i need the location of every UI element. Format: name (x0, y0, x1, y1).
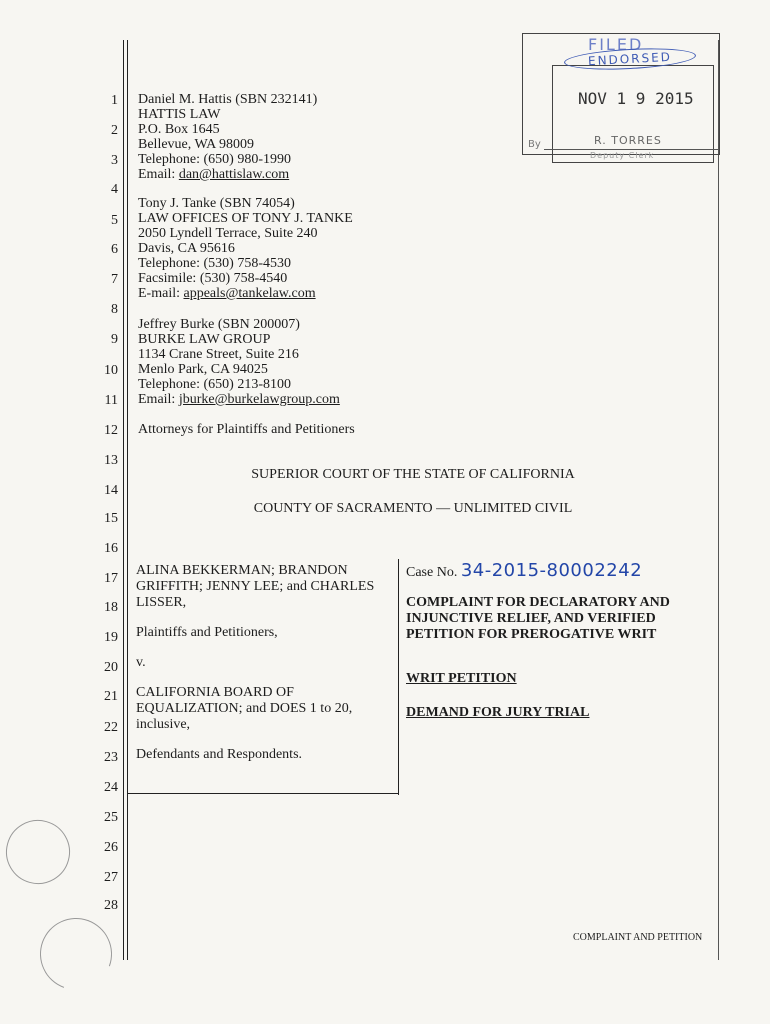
line-number: 3 (111, 153, 118, 168)
court-name: SUPERIOR COURT OF THE STATE OF CALIFORNIA (251, 467, 575, 482)
caption-parties (136, 563, 396, 763)
email-link[interactable]: jburke@burkelawgroup.com (178, 392, 340, 407)
line-number: 23 (104, 750, 118, 765)
left-margin-line-inner (127, 40, 128, 960)
attorney-line: Bellevue, WA 98009 (138, 137, 255, 152)
defendants-names: CALIFORNIA BOARD OF EQUALIZATION; and DOES 1 to 20, inclusive, (136, 685, 353, 732)
line-number: 9 (111, 332, 118, 347)
attorney-line: 1134 Crane Street, Suite 216 (138, 347, 299, 362)
attorneys-for: Attorneys for Plaintiffs and Petitioners (138, 422, 355, 437)
line-number: 11 (104, 393, 118, 408)
caption-divider (398, 559, 399, 795)
line-number: 14 (104, 483, 118, 498)
stamp-date: NOV 1 9 2015 (578, 89, 694, 108)
stamp-endorsed: ENDORSED (564, 46, 697, 73)
line-number: 6 (111, 242, 118, 257)
left-margin-line (123, 40, 124, 960)
footer-title: COMPLAINT AND PETITION (573, 932, 703, 943)
attorney-block-tanke (138, 196, 353, 301)
attorney-line: P.O. Box 1645 (138, 122, 220, 137)
line-number: 5 (111, 213, 118, 228)
line-number: 15 (104, 511, 118, 526)
line-number: 13 (104, 453, 118, 468)
case-number: 34-2015-80002242 (460, 560, 643, 581)
line-number: 28 (104, 898, 118, 913)
line-number: 7 (111, 272, 118, 287)
filed-stamp (522, 33, 720, 183)
case-label: Case No. (406, 565, 458, 580)
line-number: 21 (104, 689, 118, 704)
email-link[interactable]: appeals@tankelaw.com (183, 286, 316, 301)
line-number: 18 (104, 600, 118, 615)
email-link[interactable]: dan@hattislaw.com (178, 167, 290, 182)
line-number: 19 (104, 630, 118, 645)
stamp-filed: FILED (588, 35, 644, 54)
attorney-line: LAW OFFICES OF TONY J. TANKE (138, 211, 353, 226)
line-number: 8 (111, 302, 118, 317)
attorney-block-hattis (138, 92, 317, 182)
received-stamp-seal (28, 906, 124, 1002)
attorney-email-line (138, 167, 317, 182)
case-number-line (406, 560, 706, 581)
court-county: COUNTY OF SACRAMENTO — UNLIMITED CIVIL (253, 501, 573, 516)
stamp-deputy: Deputy Clerk (590, 151, 655, 160)
attorney-line: Daniel M. Hattis (SBN 232141) (138, 92, 318, 107)
attorney-line: BURKE LAW GROUP (138, 332, 271, 347)
email-prefix: Email: (138, 167, 179, 182)
caption-case-info (406, 560, 706, 721)
line-number: 27 (104, 870, 118, 885)
plaintiffs-role: Plaintiffs and Petitioners, (136, 625, 278, 640)
stamp-clerk: R. TORRES (594, 134, 662, 147)
line-number: 26 (104, 840, 118, 855)
attorney-line: Telephone: (530) 758-4530 (138, 256, 291, 271)
line-number: 10 (104, 363, 118, 378)
line-number: 1 (111, 93, 118, 108)
writ-petition-heading: WRIT PETITION (406, 671, 517, 686)
attorney-line: Telephone: (650) 980-1990 (138, 152, 291, 167)
attorney-line: Telephone: (650) 213-8100 (138, 377, 291, 392)
attorney-line: 2050 Lyndell Terrace, Suite 240 (138, 226, 318, 241)
line-number: 16 (104, 541, 118, 556)
line-number: 2 (111, 123, 118, 138)
attorney-email-line (138, 286, 353, 301)
attorney-line: Davis, CA 95616 (138, 241, 235, 256)
line-number: 17 (104, 571, 118, 586)
attorney-line: Jeffrey Burke (SBN 200007) (138, 317, 300, 332)
defendants-role: Defendants and Respondents. (136, 747, 303, 762)
attorney-line: Menlo Park, CA 94025 (138, 362, 268, 377)
document-title: COMPLAINT FOR DECLARATORY AND INJUNCTIVE RELIEF, AND VERIFIED PETITION FOR PREROGATIVE WRIT (406, 595, 670, 642)
line-number: 12 (104, 423, 118, 438)
line-number: 22 (104, 720, 118, 735)
attorney-line: HATTIS LAW (138, 107, 221, 122)
stamp-signature-line (544, 149, 718, 150)
stamp-by: By (528, 139, 541, 150)
email-prefix: E-mail: (138, 286, 184, 301)
attorney-block-burke (138, 317, 340, 407)
attorney-email-line (138, 392, 340, 407)
versus: v. (136, 655, 146, 670)
email-prefix: Email: (138, 392, 179, 407)
line-number: 20 (104, 660, 118, 675)
jury-demand-heading: DEMAND FOR JURY TRIAL (406, 705, 590, 720)
attorney-line: Facsimile: (530) 758-4540 (138, 271, 288, 286)
caption-bottom-rule (128, 793, 399, 794)
line-number: 4 (111, 182, 118, 197)
line-number: 24 (104, 780, 118, 795)
attorney-line: Tony J. Tanke (SBN 74054) (138, 196, 295, 211)
line-number: 25 (104, 810, 118, 825)
plaintiffs-names: ALINA BEKKERMAN; BRANDON GRIFFITH; JENNY LEE; and CHARLES LISSER, (136, 563, 375, 610)
